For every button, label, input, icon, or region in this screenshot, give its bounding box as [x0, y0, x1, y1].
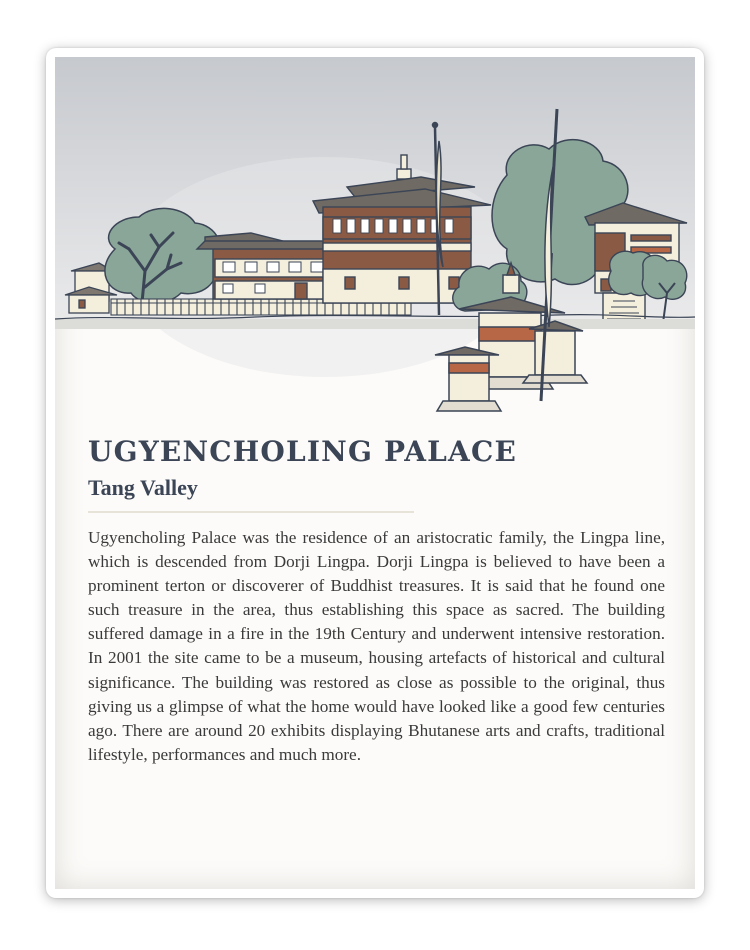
info-card [46, 48, 704, 898]
palace-illustration [55, 57, 695, 427]
divider [88, 511, 414, 513]
location-subtitle: Tang Valley [88, 475, 198, 500]
ground [55, 319, 695, 329]
card-inner [55, 57, 695, 889]
page-title: UGYENCHOLING PALACE [88, 435, 518, 468]
description-paragraph: Ugyencholing Palace was the residence of an aristocratic family, the Lingpa line, which is descended from Dorji Lingpa. Dorji Lingpa is believed to have been a prominent terton or discoverer of Buddhist treasures. It is said that he found one such treasure in the area, thus establishing this space as sacred. The building suffered damage in a fire in the 19th Century and underwent intensive restoration. In 2001 the site came to be a museum, housing artefacts of historical and cultural significance. The building was restored as close as possible to the original, thus giving us a glimpse of what the home would have looked like a good few centuries ago. There are around 20 exhibits displaying Bhutanese arts and crafts, traditional lifestyle, performances and much more. [88, 528, 665, 764]
